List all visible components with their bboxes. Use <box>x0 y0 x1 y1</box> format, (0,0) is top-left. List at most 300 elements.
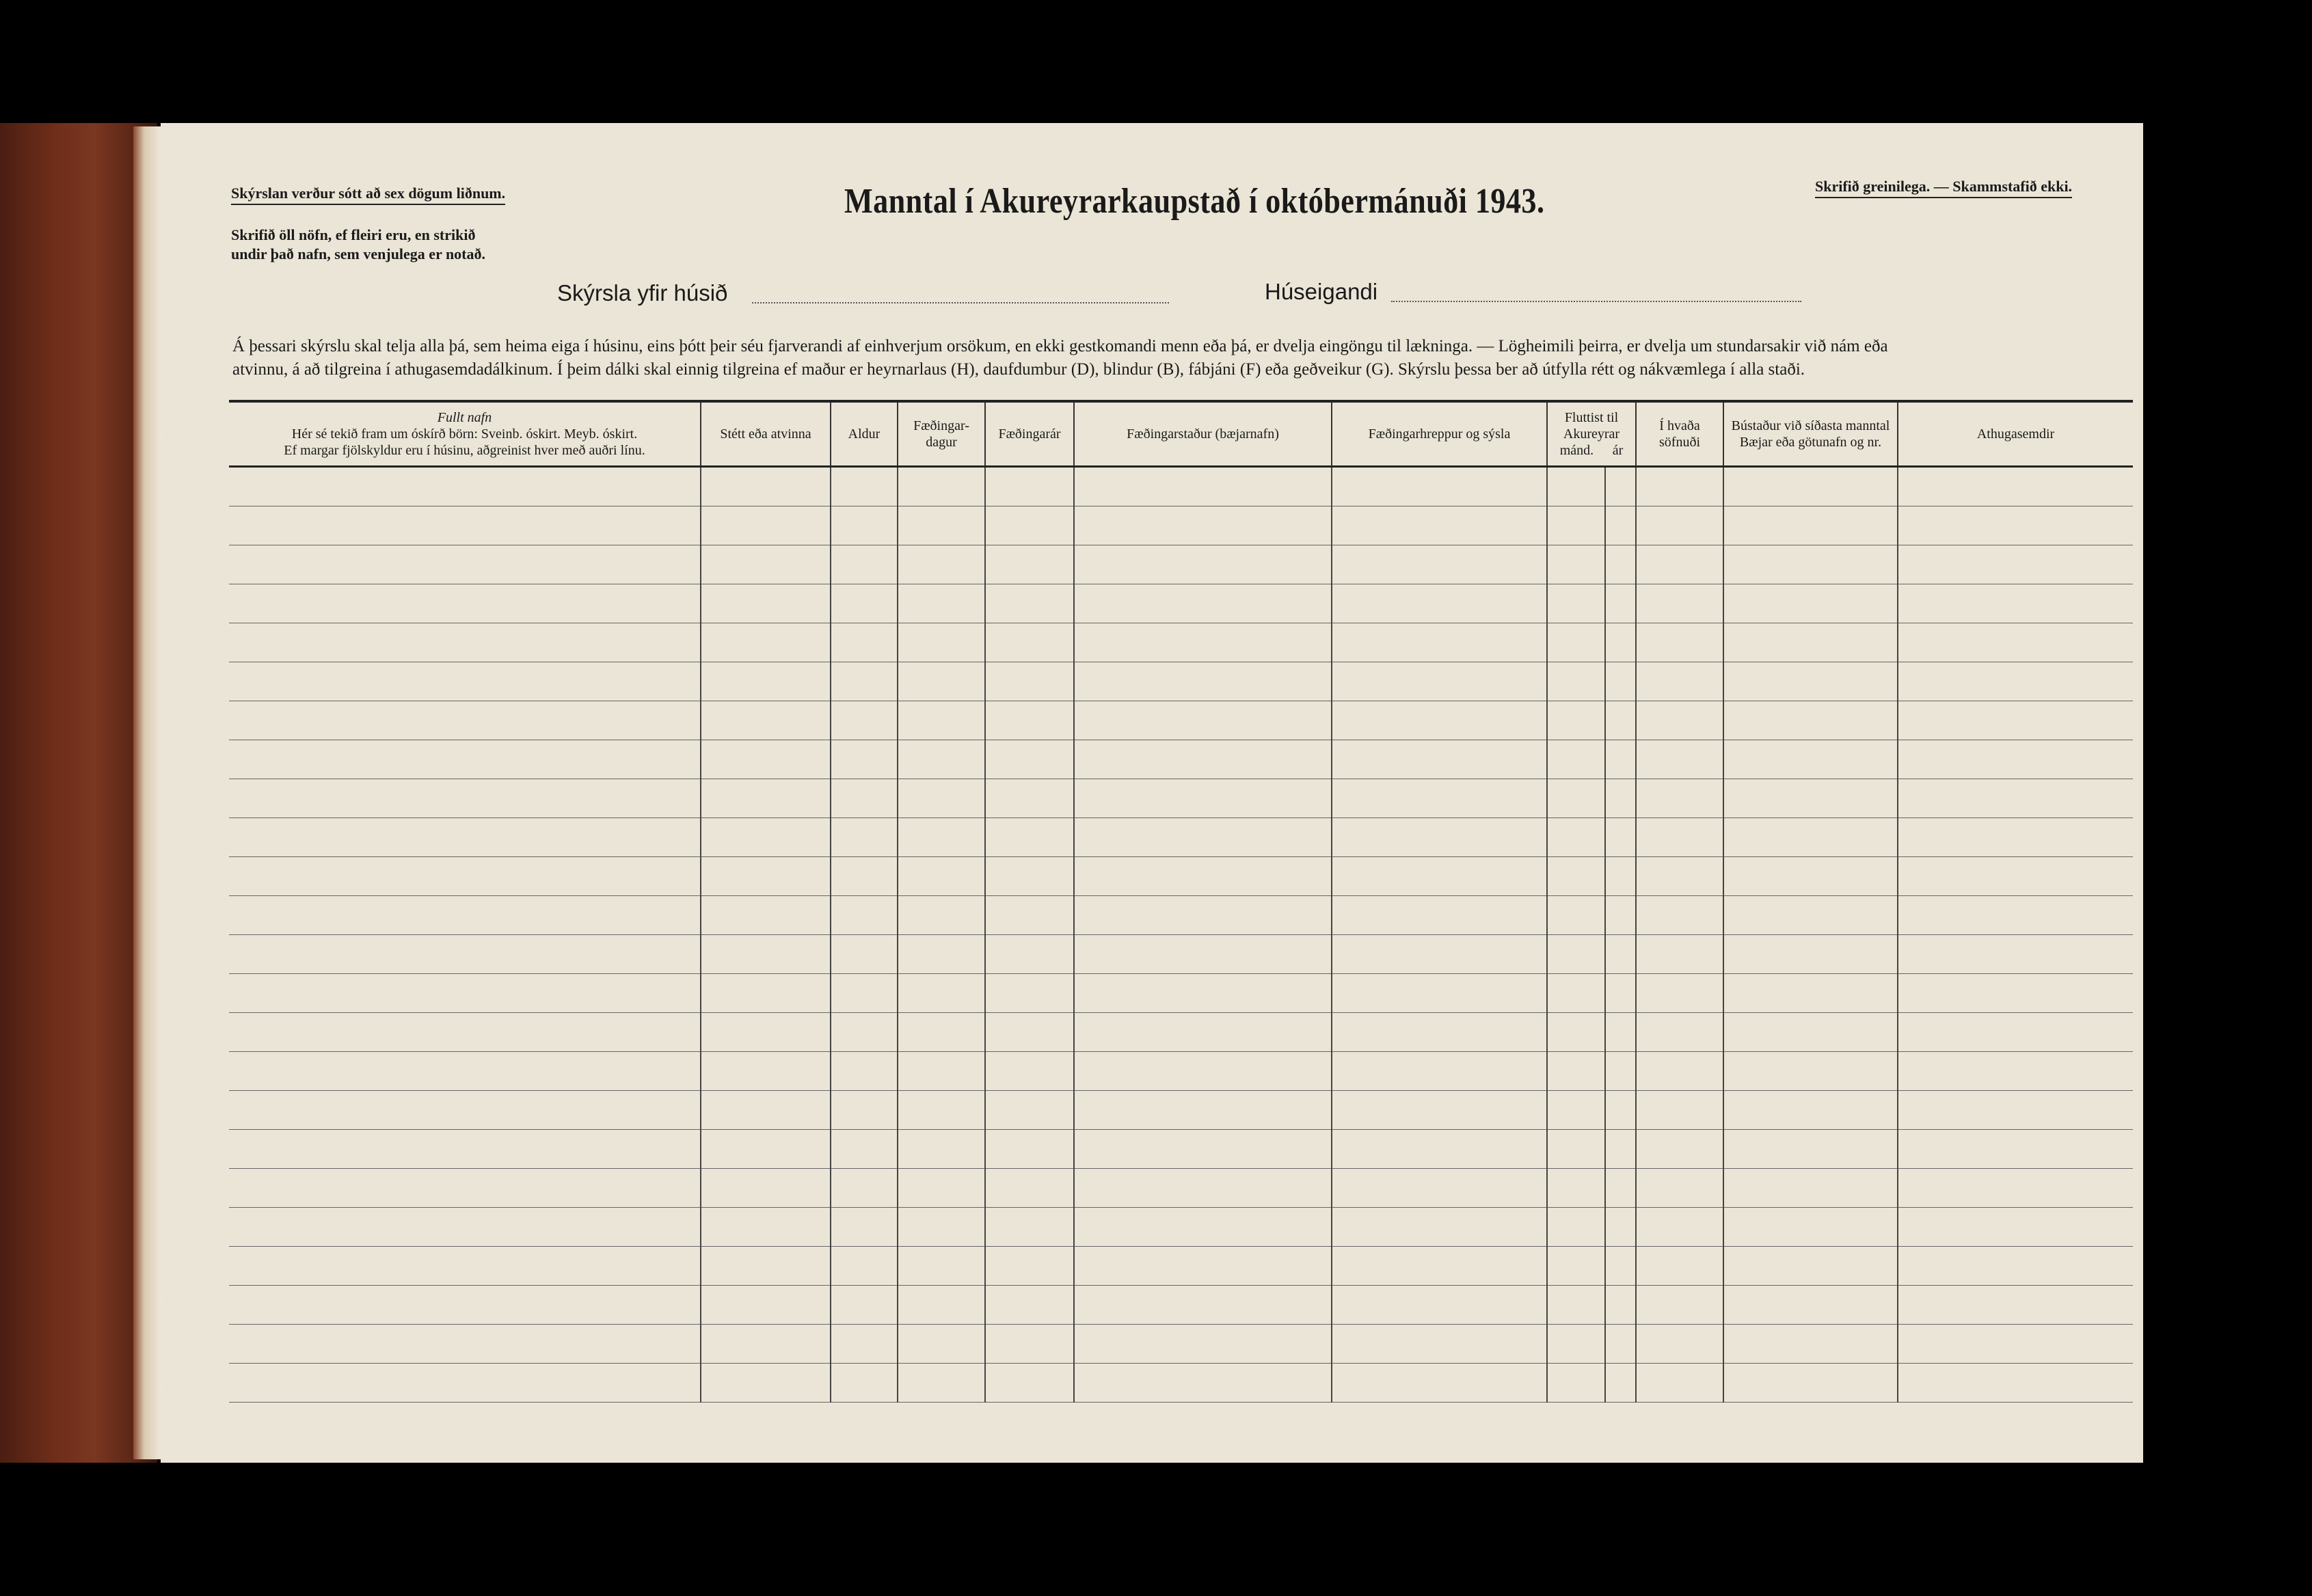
table-cell[interactable] <box>1332 1208 1547 1247</box>
table-cell[interactable] <box>1898 1325 2133 1364</box>
table-cell[interactable] <box>985 1364 1074 1403</box>
table-cell[interactable] <box>1605 1091 1636 1130</box>
table-cell[interactable] <box>701 1130 831 1169</box>
table-cell[interactable] <box>1636 1091 1723 1130</box>
table-cell[interactable] <box>701 1052 831 1091</box>
table-cell[interactable] <box>229 662 701 701</box>
table-cell[interactable] <box>1547 1364 1605 1403</box>
table-cell[interactable] <box>1723 1013 1898 1052</box>
table-cell[interactable] <box>1898 1052 2133 1091</box>
table-cell[interactable] <box>229 1364 701 1403</box>
table-cell[interactable] <box>1898 1286 2133 1325</box>
table-cell[interactable] <box>1636 545 1723 584</box>
table-cell[interactable] <box>1723 779 1898 818</box>
table-cell[interactable] <box>1332 506 1547 545</box>
table-cell[interactable] <box>831 1208 898 1247</box>
table-cell[interactable] <box>1547 1091 1605 1130</box>
table-cell[interactable] <box>701 857 831 896</box>
table-cell[interactable] <box>1332 1247 1547 1286</box>
table-cell[interactable] <box>229 818 701 857</box>
table-cell[interactable] <box>1723 662 1898 701</box>
table-cell[interactable] <box>1547 545 1605 584</box>
table-cell[interactable] <box>1074 1013 1332 1052</box>
table-cell[interactable] <box>1074 584 1332 623</box>
table-cell[interactable] <box>229 506 701 545</box>
table-cell[interactable] <box>229 1208 701 1247</box>
table-cell[interactable] <box>831 584 898 623</box>
table-cell[interactable] <box>1605 506 1636 545</box>
table-cell[interactable] <box>229 740 701 779</box>
table-cell[interactable] <box>985 1247 1074 1286</box>
table-cell[interactable] <box>985 1130 1074 1169</box>
table-cell[interactable] <box>1074 506 1332 545</box>
table-cell[interactable] <box>1547 1013 1605 1052</box>
table-cell[interactable] <box>1332 935 1547 974</box>
table-cell[interactable] <box>1723 1052 1898 1091</box>
table-cell[interactable] <box>701 1286 831 1325</box>
table-cell[interactable] <box>1547 1169 1605 1208</box>
table-cell[interactable] <box>229 1325 701 1364</box>
table-cell[interactable] <box>1898 1169 2133 1208</box>
names-note-line1: Skrifið öll nöfn, ef fleiri eru, en strikið <box>231 226 476 243</box>
table-cell[interactable] <box>1898 506 2133 545</box>
table-cell[interactable] <box>229 545 701 584</box>
table-cell[interactable] <box>898 1325 985 1364</box>
table-cell[interactable] <box>1547 467 1605 506</box>
table-cell[interactable] <box>1723 1247 1898 1286</box>
table-row <box>229 701 2133 740</box>
table-cell[interactable] <box>1898 1130 2133 1169</box>
table-cell[interactable] <box>898 1013 985 1052</box>
table-cell[interactable] <box>985 623 1074 662</box>
table-cell[interactable] <box>831 935 898 974</box>
table-cell[interactable] <box>1074 1286 1332 1325</box>
table-cell[interactable] <box>1332 1286 1547 1325</box>
table-cell[interactable] <box>1898 818 2133 857</box>
table-cell[interactable] <box>701 1013 831 1052</box>
table-cell[interactable] <box>1332 545 1547 584</box>
table-cell[interactable] <box>831 1325 898 1364</box>
table-cell[interactable] <box>985 1052 1074 1091</box>
instructions-line2: atvinnu, á að tilgreina í athugasemdadálkinum. Í þeim dálki skal einnig tilgreina ef maður er heyrnarlaus (H), daufdumbur (D), blindur (B), fábjáni (F) eða geðveikur (G). Skýrslu þessa ber að útfylla rétt og nákvæmlega í alla staði. <box>232 360 1805 379</box>
table-cell[interactable] <box>701 584 831 623</box>
table-cell[interactable] <box>1898 1247 2133 1286</box>
table-cell[interactable] <box>898 545 985 584</box>
table-cell[interactable] <box>1332 1130 1547 1169</box>
table-cell[interactable] <box>1074 974 1332 1013</box>
table-cell[interactable] <box>898 935 985 974</box>
table-cell[interactable] <box>701 506 831 545</box>
table-cell[interactable] <box>1898 545 2133 584</box>
table-cell[interactable] <box>1074 1247 1332 1286</box>
table-cell[interactable] <box>701 662 831 701</box>
table-cell[interactable] <box>1074 935 1332 974</box>
table-cell[interactable] <box>701 1364 831 1403</box>
table-cell[interactable] <box>229 1130 701 1169</box>
table-cell[interactable] <box>831 467 898 506</box>
table-cell[interactable] <box>1332 896 1547 935</box>
table-cell[interactable] <box>1605 1208 1636 1247</box>
table-cell[interactable] <box>1605 701 1636 740</box>
table-cell[interactable] <box>985 1325 1074 1364</box>
table-cell[interactable] <box>229 857 701 896</box>
table-cell[interactable] <box>1547 857 1605 896</box>
table-cell[interactable] <box>701 1208 831 1247</box>
table-cell[interactable] <box>1605 623 1636 662</box>
table-cell[interactable] <box>701 935 831 974</box>
table-row <box>229 1286 2133 1325</box>
table-cell[interactable] <box>1547 623 1605 662</box>
table-cell[interactable] <box>898 779 985 818</box>
table-cell[interactable] <box>898 1091 985 1130</box>
table-cell[interactable] <box>1636 1169 1723 1208</box>
table-cell[interactable] <box>701 623 831 662</box>
table-cell[interactable] <box>1332 818 1547 857</box>
table-cell[interactable] <box>1332 740 1547 779</box>
table-cell[interactable] <box>1898 1091 2133 1130</box>
table-cell[interactable] <box>1636 1247 1723 1286</box>
table-cell[interactable] <box>1723 1169 1898 1208</box>
table-cell[interactable] <box>1074 545 1332 584</box>
table-cell[interactable] <box>1636 896 1723 935</box>
table-cell[interactable] <box>1547 974 1605 1013</box>
table-cell[interactable] <box>1547 1247 1605 1286</box>
table-cell[interactable] <box>701 1247 831 1286</box>
header-moved: Fluttist til Akureyrar mánd. ár <box>1547 401 1636 467</box>
table-cell[interactable] <box>229 1169 701 1208</box>
table-cell[interactable] <box>1332 701 1547 740</box>
table-cell[interactable] <box>1605 1169 1636 1208</box>
table-cell[interactable] <box>229 584 701 623</box>
table-cell[interactable] <box>229 623 701 662</box>
table-cell[interactable] <box>1605 1130 1636 1169</box>
table-cell[interactable] <box>1074 662 1332 701</box>
table-cell[interactable] <box>1636 1052 1723 1091</box>
table-cell[interactable] <box>1605 1052 1636 1091</box>
table-cell[interactable] <box>1605 584 1636 623</box>
table-cell[interactable] <box>1898 974 2133 1013</box>
table-cell[interactable] <box>229 1052 701 1091</box>
table-cell[interactable] <box>229 935 701 974</box>
table-cell[interactable] <box>1605 1364 1636 1403</box>
table-cell[interactable] <box>1723 1286 1898 1325</box>
table-cell[interactable] <box>229 1286 701 1325</box>
table-cell[interactable] <box>898 467 985 506</box>
table-cell[interactable] <box>1723 506 1898 545</box>
table-cell[interactable] <box>831 623 898 662</box>
table-cell[interactable] <box>1074 1208 1332 1247</box>
table-cell[interactable] <box>831 1130 898 1169</box>
table-cell[interactable] <box>1074 623 1332 662</box>
table-cell[interactable] <box>1547 935 1605 974</box>
table-cell[interactable] <box>1605 740 1636 779</box>
table-cell[interactable] <box>831 1013 898 1052</box>
table-cell[interactable] <box>1636 584 1723 623</box>
table-cell[interactable] <box>701 1169 831 1208</box>
table-cell[interactable] <box>1332 584 1547 623</box>
table-cell[interactable] <box>1332 1325 1547 1364</box>
table-row <box>229 1247 2133 1286</box>
table-cell[interactable] <box>1898 701 2133 740</box>
table-cell[interactable] <box>1636 1013 1723 1052</box>
table-cell[interactable] <box>985 935 1074 974</box>
table-cell[interactable] <box>898 1286 985 1325</box>
table-cell[interactable] <box>898 623 985 662</box>
table-cell[interactable] <box>898 1247 985 1286</box>
table-cell[interactable] <box>1074 1091 1332 1130</box>
table-cell[interactable] <box>229 896 701 935</box>
table-cell[interactable] <box>1605 974 1636 1013</box>
table-cell[interactable] <box>1547 740 1605 779</box>
table-cell[interactable] <box>1547 1130 1605 1169</box>
table-cell[interactable] <box>1723 584 1898 623</box>
table-cell[interactable] <box>831 1364 898 1403</box>
table-cell[interactable] <box>1547 584 1605 623</box>
table-cell[interactable] <box>1605 935 1636 974</box>
table-cell[interactable] <box>1723 935 1898 974</box>
table-cell[interactable] <box>831 896 898 935</box>
table-cell[interactable] <box>701 1091 831 1130</box>
table-cell[interactable] <box>898 896 985 935</box>
table-cell[interactable] <box>1898 740 2133 779</box>
table-cell[interactable] <box>1898 896 2133 935</box>
table-cell[interactable] <box>1723 623 1898 662</box>
table-cell[interactable] <box>1332 1052 1547 1091</box>
table-cell[interactable] <box>985 818 1074 857</box>
table-cell[interactable] <box>831 857 898 896</box>
table-cell[interactable] <box>1547 1052 1605 1091</box>
table-cell[interactable] <box>1605 1247 1636 1286</box>
table-cell[interactable] <box>1723 545 1898 584</box>
table-cell[interactable] <box>1723 1091 1898 1130</box>
table-cell[interactable] <box>1605 662 1636 701</box>
table-cell[interactable] <box>1547 662 1605 701</box>
table-cell[interactable] <box>701 701 831 740</box>
table-cell[interactable] <box>898 701 985 740</box>
table-cell[interactable] <box>1723 701 1898 740</box>
table-cell[interactable] <box>898 1208 985 1247</box>
table-cell[interactable] <box>1332 623 1547 662</box>
house-label: Skýrsla yfir húsið <box>557 280 728 306</box>
table-cell[interactable] <box>1074 740 1332 779</box>
table-cell[interactable] <box>831 818 898 857</box>
table-cell[interactable] <box>1547 701 1605 740</box>
table-cell[interactable] <box>701 818 831 857</box>
table-cell[interactable] <box>831 545 898 584</box>
table-cell[interactable] <box>701 779 831 818</box>
table-cell[interactable] <box>985 1286 1074 1325</box>
table-cell[interactable] <box>1723 857 1898 896</box>
table-cell[interactable] <box>1636 1364 1723 1403</box>
table-cell[interactable] <box>831 1052 898 1091</box>
table-cell[interactable] <box>985 467 1074 506</box>
table-cell[interactable] <box>1547 1286 1605 1325</box>
table-cell[interactable] <box>985 1091 1074 1130</box>
table-cell[interactable] <box>1074 1169 1332 1208</box>
table-cell[interactable] <box>229 974 701 1013</box>
table-cell[interactable] <box>985 740 1074 779</box>
table-cell[interactable] <box>1547 779 1605 818</box>
table-cell[interactable] <box>1605 1286 1636 1325</box>
table-cell[interactable] <box>701 974 831 1013</box>
table-cell[interactable] <box>1636 1130 1723 1169</box>
table-cell[interactable] <box>831 1169 898 1208</box>
table-cell[interactable] <box>985 779 1074 818</box>
table-cell[interactable] <box>1332 1169 1547 1208</box>
header-moved-month: mánd. <box>1559 443 1594 458</box>
table-cell[interactable] <box>1723 467 1898 506</box>
table-row <box>229 545 2133 584</box>
table-cell[interactable] <box>701 467 831 506</box>
table-cell[interactable] <box>1332 467 1547 506</box>
table-cell[interactable] <box>1636 506 1723 545</box>
table-cell[interactable] <box>1723 974 1898 1013</box>
table-cell[interactable] <box>1898 584 2133 623</box>
table-cell[interactable] <box>1332 1364 1547 1403</box>
table-cell[interactable] <box>701 545 831 584</box>
table-cell[interactable] <box>1636 623 1723 662</box>
table-cell[interactable] <box>1547 506 1605 545</box>
table-cell[interactable] <box>831 506 898 545</box>
table-cell[interactable] <box>985 506 1074 545</box>
table-cell[interactable] <box>831 662 898 701</box>
table-cell[interactable] <box>1605 1325 1636 1364</box>
table-cell[interactable] <box>1605 1013 1636 1052</box>
table-cell[interactable] <box>1074 701 1332 740</box>
table-cell[interactable] <box>1547 896 1605 935</box>
table-cell[interactable] <box>1332 974 1547 1013</box>
table-cell[interactable] <box>831 701 898 740</box>
table-cell[interactable] <box>831 740 898 779</box>
table-cell[interactable] <box>1636 857 1723 896</box>
table-cell[interactable] <box>985 857 1074 896</box>
table-cell[interactable] <box>1332 857 1547 896</box>
table-cell[interactable] <box>1723 818 1898 857</box>
table-cell[interactable] <box>831 974 898 1013</box>
table-cell[interactable] <box>1547 1208 1605 1247</box>
table-cell[interactable] <box>1605 467 1636 506</box>
table-cell[interactable] <box>898 818 985 857</box>
table-cell[interactable] <box>1074 1364 1332 1403</box>
table-cell[interactable] <box>898 584 985 623</box>
table-cell[interactable] <box>1898 857 2133 896</box>
table-cell[interactable] <box>1605 818 1636 857</box>
table-cell[interactable] <box>1898 467 2133 506</box>
table-cell[interactable] <box>1074 857 1332 896</box>
table-cell[interactable] <box>898 740 985 779</box>
table-cell[interactable] <box>831 1286 898 1325</box>
table-cell[interactable] <box>1898 935 2133 974</box>
table-cell[interactable] <box>898 1169 985 1208</box>
table-cell[interactable] <box>1636 1325 1723 1364</box>
table-cell[interactable] <box>1898 1208 2133 1247</box>
table-cell[interactable] <box>1074 896 1332 935</box>
table-cell[interactable] <box>1074 1130 1332 1169</box>
table-cell[interactable] <box>831 1247 898 1286</box>
table-cell[interactable] <box>1898 779 2133 818</box>
table-cell[interactable] <box>831 1091 898 1130</box>
table-cell[interactable] <box>1074 779 1332 818</box>
table-cell[interactable] <box>1547 818 1605 857</box>
table-cell[interactable] <box>229 1013 701 1052</box>
table-cell[interactable] <box>1636 1286 1723 1325</box>
table-cell[interactable] <box>985 974 1074 1013</box>
table-cell[interactable] <box>1074 818 1332 857</box>
table-cell[interactable] <box>229 1091 701 1130</box>
table-cell[interactable] <box>898 974 985 1013</box>
table-cell[interactable] <box>229 1247 701 1286</box>
table-cell[interactable] <box>898 662 985 701</box>
table-cell[interactable] <box>1605 896 1636 935</box>
table-cell[interactable] <box>898 1052 985 1091</box>
table-cell[interactable] <box>985 1013 1074 1052</box>
table-cell[interactable] <box>1723 1325 1898 1364</box>
table-cell[interactable] <box>1332 1013 1547 1052</box>
table-cell[interactable] <box>1898 623 2133 662</box>
table-cell[interactable] <box>1074 467 1332 506</box>
table-cell[interactable] <box>831 779 898 818</box>
table-cell[interactable] <box>1332 662 1547 701</box>
table-cell[interactable] <box>1723 1130 1898 1169</box>
table-cell[interactable] <box>898 1364 985 1403</box>
table-cell[interactable] <box>898 506 985 545</box>
table-cell[interactable] <box>1898 662 2133 701</box>
table-cell[interactable] <box>1074 1052 1332 1091</box>
table-cell[interactable] <box>1898 1364 2133 1403</box>
table-cell[interactable] <box>1636 740 1723 779</box>
table-cell[interactable] <box>1636 935 1723 974</box>
table-cell[interactable] <box>701 1325 831 1364</box>
table-cell[interactable] <box>985 896 1074 935</box>
table-cell[interactable] <box>1636 818 1723 857</box>
table-cell[interactable] <box>1074 1325 1332 1364</box>
table-cell[interactable] <box>985 701 1074 740</box>
table-cell[interactable] <box>229 779 701 818</box>
table-cell[interactable] <box>898 1130 985 1169</box>
table-cell[interactable] <box>1332 1091 1547 1130</box>
table-cell[interactable] <box>1332 779 1547 818</box>
table-cell[interactable] <box>985 584 1074 623</box>
table-cell[interactable] <box>985 1208 1074 1247</box>
table-cell[interactable] <box>1723 740 1898 779</box>
table-row <box>229 584 2133 623</box>
table-cell[interactable] <box>701 740 831 779</box>
table-cell[interactable] <box>1723 1364 1898 1403</box>
table-cell[interactable] <box>229 701 701 740</box>
table-cell[interactable] <box>1723 896 1898 935</box>
table-cell[interactable] <box>898 857 985 896</box>
table-cell[interactable] <box>1605 857 1636 896</box>
table-cell[interactable] <box>1636 974 1723 1013</box>
table-cell[interactable] <box>1636 701 1723 740</box>
house-field[interactable] <box>752 302 1169 303</box>
table-cell[interactable] <box>229 467 701 506</box>
table-cell[interactable] <box>1636 662 1723 701</box>
table-cell[interactable] <box>1636 1208 1723 1247</box>
table-cell[interactable] <box>1636 779 1723 818</box>
table-cell[interactable] <box>985 545 1074 584</box>
table-cell[interactable] <box>985 662 1074 701</box>
owner-field[interactable] <box>1391 301 1801 302</box>
table-cell[interactable] <box>1723 1208 1898 1247</box>
table-cell[interactable] <box>985 1169 1074 1208</box>
table-cell[interactable] <box>1547 1325 1605 1364</box>
table-cell[interactable] <box>701 896 831 935</box>
table-cell[interactable] <box>1605 779 1636 818</box>
table-cell[interactable] <box>1605 545 1636 584</box>
table-cell[interactable] <box>1636 467 1723 506</box>
table-cell[interactable] <box>1898 1013 2133 1052</box>
